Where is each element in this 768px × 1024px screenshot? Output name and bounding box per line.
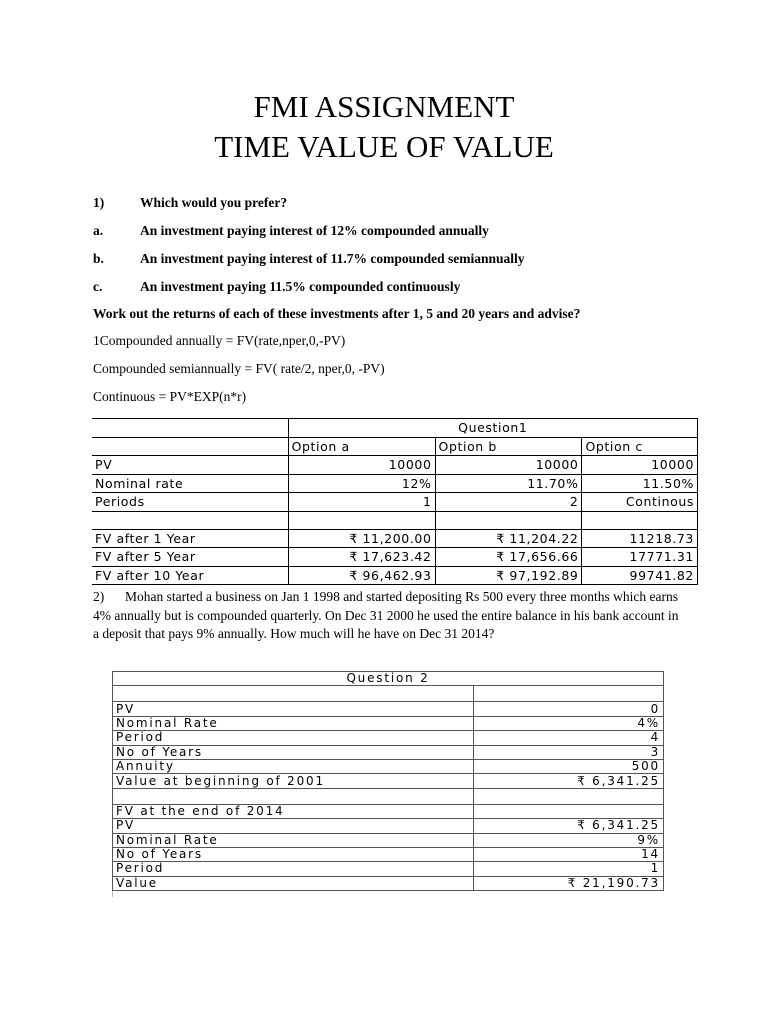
table-row bbox=[113, 745, 664, 759]
table-cell bbox=[113, 686, 474, 702]
row-label: PV bbox=[92, 456, 288, 475]
table-cell bbox=[474, 788, 664, 804]
row-label: Nominal Rate bbox=[113, 716, 474, 730]
option-c-label: c. bbox=[93, 279, 103, 294]
table-cell: 11218.73 bbox=[582, 529, 698, 548]
row-label: FV at the end of 2014 bbox=[113, 804, 474, 818]
table-cell bbox=[288, 511, 435, 529]
table-cell: 17771.31 bbox=[582, 548, 698, 567]
question-1-instruction: Work out the returns of each of these investments after 1, 5 and 20 years and advise? bbox=[93, 306, 581, 321]
table-cell: 0 bbox=[474, 702, 664, 716]
table-cell bbox=[582, 511, 698, 529]
question-1-table-title: Question1 bbox=[288, 419, 697, 438]
table-cell: ₹ 96,462.93 bbox=[288, 566, 435, 585]
formula-annual: 1Compounded annually = FV(rate,nper,0,-PV) bbox=[93, 333, 346, 348]
table-row bbox=[113, 876, 664, 890]
table-row bbox=[113, 862, 664, 876]
table-row bbox=[113, 759, 664, 773]
table-cell: ₹ 6,341.25 bbox=[474, 774, 664, 788]
table-cell bbox=[92, 419, 288, 438]
table-cell: 2 bbox=[435, 493, 582, 512]
row-label: Value at beginning of 2001 bbox=[113, 774, 474, 788]
option-c-text: An investment paying 11.5% compounded continuously bbox=[140, 279, 461, 294]
formula-continuous: Continuous = PV*EXP(n*r) bbox=[93, 389, 247, 404]
column-header: Option b bbox=[435, 437, 582, 456]
row-label: No of Years bbox=[113, 847, 474, 861]
document-title-line-1: FMI ASSIGNMENT bbox=[253, 89, 515, 124]
option-a bbox=[93, 223, 489, 239]
table-row bbox=[113, 804, 664, 818]
table-cell: 14 bbox=[474, 847, 664, 861]
table-cell: 3 bbox=[474, 745, 664, 759]
table-cell: 12% bbox=[288, 474, 435, 493]
table-cell: 4 bbox=[474, 731, 664, 745]
row-label: No of Years bbox=[113, 745, 474, 759]
formula-semiannual: Compounded semiannually = FV( rate/2, nper,0, -PV) bbox=[93, 361, 385, 376]
option-b bbox=[93, 251, 525, 267]
table-cell bbox=[92, 511, 288, 529]
question-1-number: 1) bbox=[93, 195, 105, 210]
table-row bbox=[113, 774, 664, 788]
table-cell bbox=[113, 788, 474, 804]
table-cell: 10000 bbox=[435, 456, 582, 475]
row-label: PV bbox=[113, 702, 474, 716]
row-label: Period bbox=[113, 862, 474, 876]
table-row bbox=[113, 819, 664, 833]
table-row bbox=[113, 847, 664, 861]
row-label: FV after 1 Year bbox=[92, 529, 288, 548]
row-label: Value bbox=[113, 876, 474, 890]
table-cell bbox=[435, 511, 582, 529]
table-cell: ₹ 17,623.42 bbox=[288, 548, 435, 567]
table-row bbox=[113, 731, 664, 745]
table-row bbox=[113, 716, 664, 730]
row-label: Nominal Rate bbox=[113, 833, 474, 847]
table-cell: 11.70% bbox=[435, 474, 582, 493]
table-row bbox=[92, 529, 698, 548]
table-cell bbox=[474, 804, 664, 818]
question-1-table bbox=[92, 418, 698, 585]
row-label: Nominal rate bbox=[92, 474, 288, 493]
row-label: FV after 10 Year bbox=[92, 566, 288, 585]
table-cell: ₹ 11,200.00 bbox=[288, 529, 435, 548]
column-header: Option c bbox=[582, 437, 698, 456]
document-title-line-2: TIME VALUE OF VALUE bbox=[214, 129, 554, 164]
row-label: FV after 5 Year bbox=[92, 548, 288, 567]
table-cell: 1 bbox=[474, 862, 664, 876]
option-a-label: a. bbox=[93, 223, 104, 238]
table-cell: ₹ 17,656.66 bbox=[435, 548, 582, 567]
question-1-prompt-text: Which would you prefer? bbox=[140, 195, 288, 210]
table-cell: 10000 bbox=[582, 456, 698, 475]
question-2-body: Mohan started a business on Jan 1 1998 and started depositing Rs 500 every three months which earns 4% annually but is compounded quarterly. On Dec 31 2000 he used the entire balance in his bank account in a deposit that pays 9% annually. How much will he have on Dec 31 2014? bbox=[93, 589, 679, 641]
table-cell: ₹ 6,341.25 bbox=[474, 819, 664, 833]
table-row bbox=[92, 474, 698, 493]
question-2-number: 2) bbox=[93, 589, 105, 604]
table-cell: ₹ 97,192.89 bbox=[435, 566, 582, 585]
table-row bbox=[92, 548, 698, 567]
table-cell bbox=[92, 437, 288, 456]
row-label: PV bbox=[113, 819, 474, 833]
table-cell: Continous bbox=[582, 493, 698, 512]
option-b-label: b. bbox=[93, 251, 104, 266]
row-label: Period bbox=[113, 731, 474, 745]
question-2-table-title: Question 2 bbox=[113, 672, 664, 686]
table-cell: ₹ 21,190.73 bbox=[474, 876, 664, 890]
table-row bbox=[92, 456, 698, 475]
table-cell: 4% bbox=[474, 716, 664, 730]
row-label: Annuity bbox=[113, 759, 474, 773]
table-cell: 99741.82 bbox=[582, 566, 698, 585]
table-cell: 500 bbox=[474, 759, 664, 773]
table-row bbox=[92, 493, 698, 512]
table-row bbox=[113, 702, 664, 716]
table-cell: 10000 bbox=[288, 456, 435, 475]
question-2-table bbox=[112, 671, 664, 891]
table-cell bbox=[474, 686, 664, 702]
table-cell: 9% bbox=[474, 833, 664, 847]
row-label: Periods bbox=[92, 493, 288, 512]
table-cell: 11.50% bbox=[582, 474, 698, 493]
option-c bbox=[93, 279, 460, 295]
option-a-text: An investment paying interest of 12% compounded annually bbox=[140, 223, 489, 238]
question-2-text bbox=[93, 588, 683, 644]
column-header: Option a bbox=[288, 437, 435, 456]
question-1-prompt bbox=[93, 195, 287, 211]
option-b-text: An investment paying interest of 11.7% compounded semiannually bbox=[140, 251, 525, 266]
table-cell: 1 bbox=[288, 493, 435, 512]
table-row bbox=[113, 833, 664, 847]
table-cell: ₹ 11,204.22 bbox=[435, 529, 582, 548]
table-row bbox=[92, 566, 698, 585]
